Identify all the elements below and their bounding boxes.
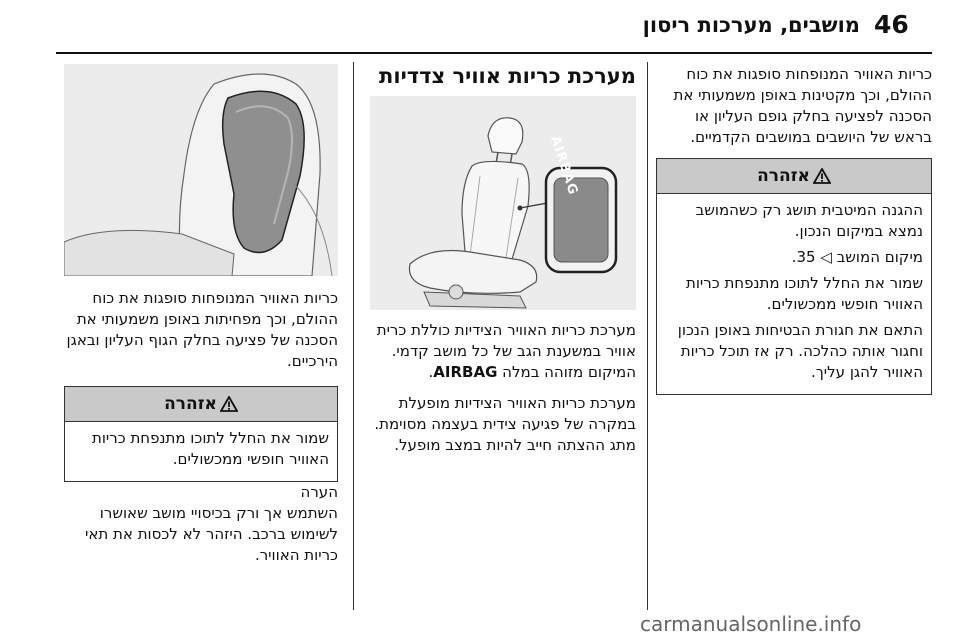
warning-text: ההגנה המיטבית תושג רק כשהמושב נמצא במיקום הנכון. [695, 201, 923, 240]
warning-title: אזהרה [757, 166, 810, 186]
warning-title: אזהרה [164, 394, 217, 414]
warning-body [657, 194, 931, 394]
right-column [656, 64, 932, 395]
warning-header [657, 159, 931, 194]
airbag-seat-illustration [64, 64, 338, 276]
warning-box [656, 158, 932, 395]
warning-box [64, 386, 338, 482]
airbag-term: AIRBAG [433, 363, 498, 381]
body-text-line: מערכת כריות האוויר הצידיות כוללת כרית [376, 321, 636, 339]
column-divider [353, 62, 354, 610]
body-text-line: אוויר במשענת הגב של כל מושב קדמי. [391, 342, 636, 360]
warning-text: מיקום המושב ◁ 35. [791, 248, 923, 266]
warning-text: שמור את החלל לתוכו מתנפחת כריות האוויר חופשי ממכשולים. [91, 429, 329, 468]
note-text: השתמש אך ורק בכיסויי מושב שאושרו לשימוש ברכב. היזהר לא לכסות את תאי כריות האוויר. [85, 504, 338, 564]
warning-triangle-icon [813, 168, 831, 184]
note-title: הערה [300, 483, 338, 501]
warning-header [65, 387, 337, 422]
body-text: המיקום מזוהה במלה [497, 363, 636, 381]
body-paragraph: מערכת כריות האוויר הצידיות מופעלת במקרה של פגיעה צידית בעצמה מסוימת. מתג ההצתה חייב להיות במצב מופעל. [374, 394, 636, 454]
body-text-line [366, 362, 636, 383]
intro-paragraph: כריות האוויר המנופחות סופגות את כוח ההולם, וכך מקטינות באופן משמעותי את הסכנה לפציעה בחלק גופם העליון או בראש של היושבים במושבים הקדמיים. [673, 65, 932, 146]
column-divider [647, 62, 648, 610]
running-title: מושבים, מערכות ריסון [642, 13, 860, 37]
inflated-airbag-illustration [64, 64, 338, 276]
middle-column [366, 64, 636, 456]
body-text: . [428, 363, 434, 381]
page-number: 46 [874, 10, 909, 39]
section-title: מערכת כריות אוויר צדדיות [379, 64, 636, 88]
seat-illustration [370, 96, 636, 310]
seat-airbag-illustration [370, 96, 636, 310]
watermark: carmanualsonline.info [640, 612, 862, 636]
left-column [64, 64, 338, 566]
warning-body [65, 422, 337, 481]
intro-paragraph: כריות האוויר המנופחות סופגות את כוח ההולם, וכך מפחיתות באופן משמעותי את הסכנה של פציעה בחלק הגוף העליון ובאגן הירכיים. [66, 289, 338, 370]
header-rule [56, 52, 932, 54]
airbag-label: AIRBAG [547, 134, 581, 198]
warning-triangle-icon [220, 396, 238, 412]
warning-text: התאם את חגורת הבטיחות באופן הנכון וחגור אותה כהלכה. רק אז תוכל כריות האוויר להגן עליך. [677, 321, 923, 381]
warning-text: שמור את החלל לתוכו מתנפחת כריות האוויר חופשי ממכשולים. [685, 274, 923, 313]
